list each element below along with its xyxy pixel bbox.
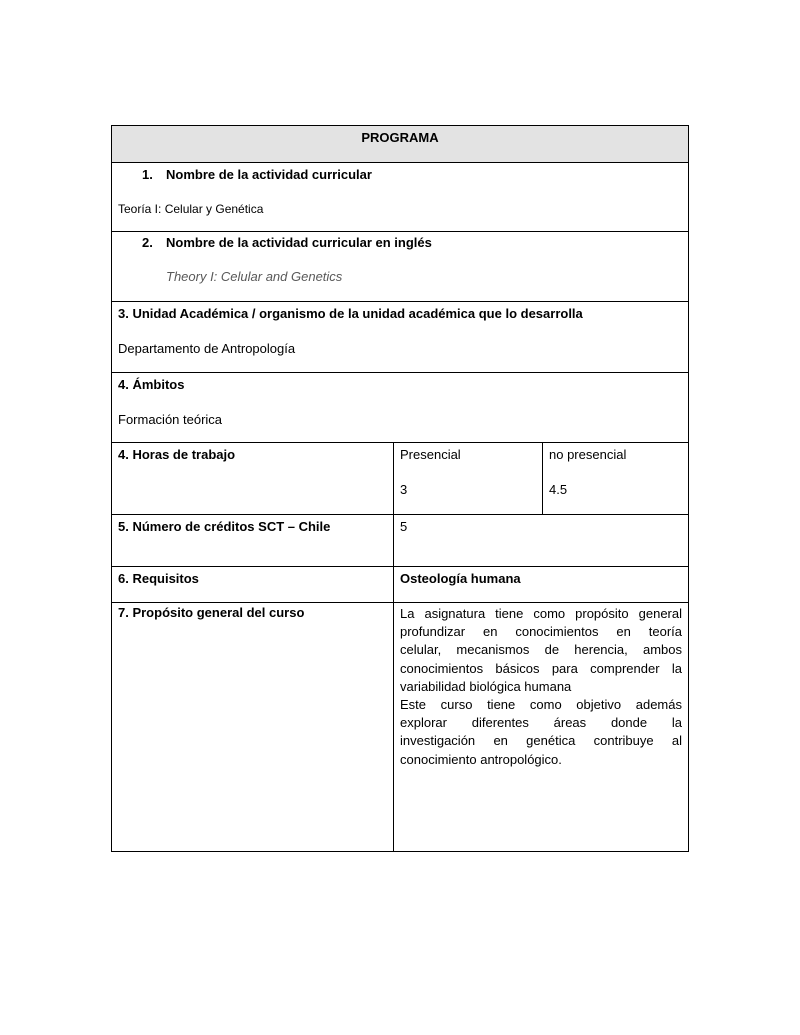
section-2-value: Theory I: Celular and Genetics xyxy=(166,269,343,284)
section-7-paragraph xyxy=(400,605,682,769)
paragraph-line: conocimientos básicos para comprender la xyxy=(400,660,682,676)
section-6-heading: 6. Requisitos xyxy=(118,571,199,586)
paragraph-line: explorar diferentes áreas donde la xyxy=(400,715,682,731)
section-6-value: Osteología humana xyxy=(400,571,521,586)
presencial-label: Presencial xyxy=(400,447,461,462)
section-1-number: 1. xyxy=(142,167,153,182)
section-1-value: Teoría I: Celular y Genética xyxy=(118,202,264,216)
section-1-row xyxy=(112,162,688,232)
section-7-heading: 7. Propósito general del curso xyxy=(118,605,305,620)
section-1-heading: Nombre de la actividad curricular xyxy=(166,167,372,182)
column-divider xyxy=(393,603,394,851)
section-5-row xyxy=(112,514,688,567)
paragraph-line: conocimiento antropológico. xyxy=(400,751,562,767)
paragraph-line: Este curso tiene como objetivo además xyxy=(400,697,682,713)
no-presencial-value: 4.5 xyxy=(549,482,568,497)
section-7-row xyxy=(112,602,688,851)
section-2-heading: Nombre de la actividad curricular en inglés xyxy=(166,235,432,250)
paragraph-line: celular, mecanismos de herencia, ambos xyxy=(400,642,682,658)
program-table xyxy=(111,125,689,852)
column-divider xyxy=(393,443,394,515)
paragraph-line: profundizar en conocimientos en teoría xyxy=(400,624,682,640)
section-4-ambitos-value: Formación teórica xyxy=(118,412,223,427)
column-divider xyxy=(393,567,394,603)
presencial-value: 3 xyxy=(400,482,408,497)
section-3-heading: 3. Unidad Académica / organismo de la unidad académica que lo desarrolla xyxy=(118,306,583,321)
section-2-number: 2. xyxy=(142,235,153,250)
section-6-row xyxy=(112,566,688,603)
section-5-heading: 5. Número de créditos SCT – Chile xyxy=(118,519,331,534)
section-4-horas-heading: 4. Horas de trabajo xyxy=(118,447,236,462)
section-4-ambitos-heading: 4. Ámbitos xyxy=(118,377,185,392)
table-header-row xyxy=(112,126,688,162)
column-divider xyxy=(393,515,394,567)
section-3-row xyxy=(112,301,688,373)
paragraph-line: variabilidad biológica humana xyxy=(400,678,572,694)
column-divider xyxy=(542,443,543,515)
paragraph-line: La asignatura tiene como propósito general xyxy=(400,606,682,621)
section-3-value: Departamento de Antropología xyxy=(118,341,296,356)
paragraph-line: investigación en genética contribuye al xyxy=(400,733,682,749)
section-5-value: 5 xyxy=(400,519,408,534)
section-4-horas-row xyxy=(112,442,688,515)
section-4-ambitos-row xyxy=(112,372,688,443)
section-2-row xyxy=(112,231,688,302)
page-title: PROGRAMA xyxy=(361,130,439,145)
no-presencial-label: no presencial xyxy=(549,447,627,462)
